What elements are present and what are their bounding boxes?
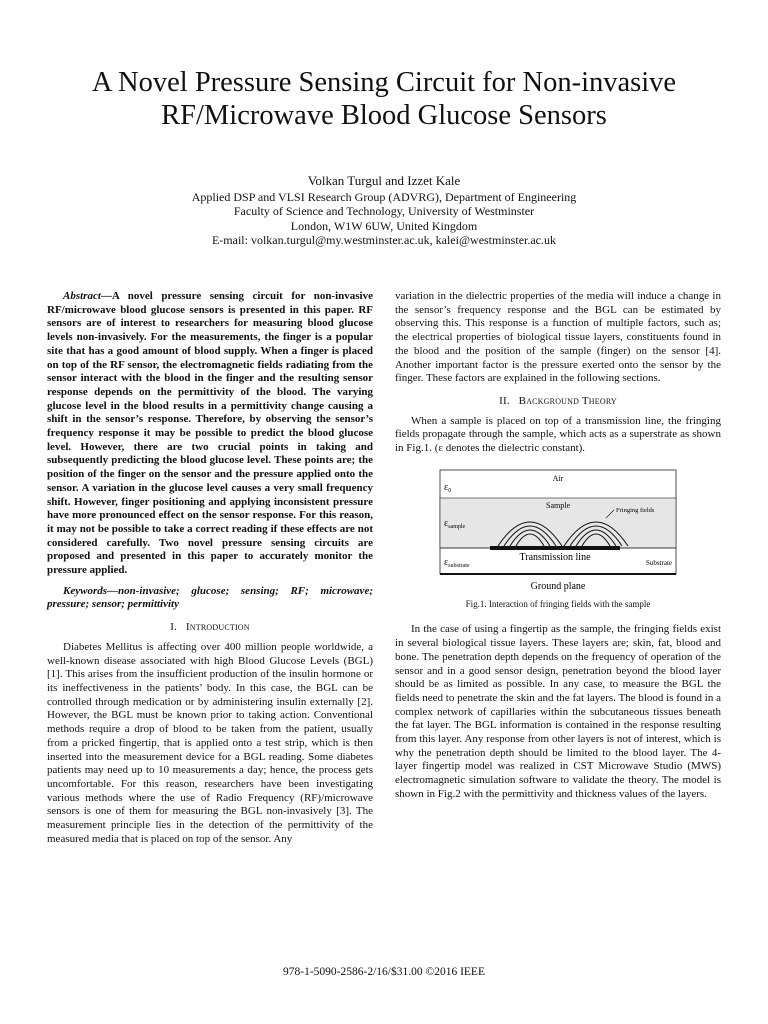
author-email: E-mail: volkan.turgul@my.westminster.ac.uk, kalei@westminster.ac.uk (211, 232, 557, 247)
left-column (47, 290, 373, 846)
sample-label: Sample (546, 500, 570, 510)
abstract-text: A novel pressure sensing circuit for non-invasive RF/microwave blood glucose sensors is presented in this paper. RF sensors are of interest to researchers for measuring blood glucose levels non-invasively. For the measurements, the finger is a popular site that has a good amount of blood supply. When a finger is placed on top of the RF sensor, the electromagnetic fields radiating from the sensor interact with the blood in the finger and the resulting sensor response depends on the permittivity of the blood. The varying glucose level in the blood results in a permittivity change causing a shift in the sensor’s response. Therefore, by observing the sensor’s frequency response it may be possible to predict the blood glucose level. However, there are two crucial points in taking and subsequently predicting the blood glucose level. These points are; the position of the finger on the sensor and the pressure applied onto the sensor. A variation in the glucose level causes a very small frequency shift. However, finger positioning and applying inconsistent pressure have more pronounced effect on the sensor response. For this reason, it may not be possible to take a correct reading if these effects are not considered carefully. Two novel pressure sensing circuits are proposed and presented in this paper to accurately monitor the pressure applied. (47, 290, 373, 577)
transmission-line-label: Transmission line (519, 551, 591, 563)
fringing-fields-label: Fringing fields (616, 506, 655, 514)
section-number: II. (499, 394, 510, 407)
air-label: Air (552, 473, 564, 483)
abstract-dash: — (100, 290, 112, 302)
title-line-2: RF/Microwave Blood Glucose Sensors (161, 100, 607, 131)
keywords-label: Keywords (63, 584, 107, 597)
substrate-label: Substrate (645, 558, 672, 567)
figure-1 (395, 468, 721, 594)
title-line-1: A Novel Pressure Sensing Circuit for Non-invasive (91, 67, 677, 98)
intro-paragraph: Diabetes Mellitus is affecting over 400 million people worldwide, a well-known disease associated with high Blood Glucose Levels (BGL) [1]. This arises from the insufficient production of the insulin hormone or its ineffectiveness in the patients’ body. In this case, the BGL can be controlled through medication or by administering insulin externally [2]. However, the BGL must be known prior to taking action. Conventional methods require a drop of blood to be taken from the patient, usually from a pricked fingertip, that is applied onto a test strip, which is then inserted into the measurement device for a BGL reading. Some diabetes patients may need up to 10 measurements a day; hence, the process gets uncomfortable. For this reason, researchers have been investigating various methods where the use of Radio Frequency (RF)/microwave sensors is one of them for measuring the BGL non-invasively [3]. The measurement principle lies in the detection of the permittivity of the measured media that is placed on top of the sensor. Any (47, 640, 373, 845)
background-paragraph-1: When a sample is placed on top of a transmission line, the fringing fields propagate through the sample, which acts as a superstrate as shown in Fig.1. (ε denotes the dielectric constant). (395, 414, 721, 455)
affiliation-line-2: Faculty of Science and Technology, University of Westminster (233, 204, 535, 219)
figure-1-caption: Fig.1. Interaction of fringing fields with the sample (465, 598, 651, 609)
fringing-field-diagram (438, 468, 678, 594)
section-title: Introduction (185, 621, 250, 634)
section-number: I. (170, 621, 178, 634)
keywords-dash: — (107, 584, 118, 597)
keywords-text: non-invasive; glucose; sensing; RF; microwave; pressure; sensor; permittivity (47, 584, 373, 611)
section-heading-introduction (47, 621, 373, 635)
abstract (47, 290, 373, 578)
keywords (47, 585, 373, 612)
author-address: London, W1W 6UW, United Kingdom (290, 218, 478, 233)
epsilon-substrate-label: $\varepsilon_{substrate}$ (444, 556, 470, 569)
affiliation-line-1: Applied DSP and VLSI Research Group (ADVRG), Department of Engineering (191, 190, 577, 205)
transmission-line-strip (490, 546, 620, 550)
author-block (40, 174, 728, 247)
background-paragraph-2: In the case of using a fingertip as the sample, the fringing fields exist in several biological tissue layers. These layers are; skin, fat, blood and bone. The penetration depth depends on the frequency of operation of the sensor and in a good sensor design, penetration beyond the blood layer should be as limited as possible. In any case, to measure the BGL the fields need to penetrate the skin and the fat layers. The blood is found in a complex network of capillaries within the subcutaneous tissues beneath the fat layer. The BGL information is contained in the response resulting from this layer. Any response from other layers is not of interest, which is why the penetration depth should be limited to the blood layer. The 4-layer fingertip model was realized in CST Microwave Studio (MWS) electromagnetic simulation software to validate the theory. The model is shown in Fig.2 with the permittivity and thickness values of the layers. (395, 623, 721, 800)
epsilon-sample-label: $\varepsilon_{sample}$ (444, 517, 466, 530)
author-names: Volkan Turgul and Izzet Kale (307, 173, 461, 188)
paper-title (40, 66, 728, 132)
epsilon-zero-label: $\varepsilon_0$ (444, 481, 452, 494)
right-column (395, 290, 721, 802)
section-title: Background Theory (518, 394, 617, 407)
continued-paragraph: variation in the dielectric properties of the media will induce a change in the sensor’s frequency response and the BGL can be estimated by observing this. This response is a function of multiple factors, such as; the electrical properties of biological tissue layers, constituents found in the blood and the position of the sample (finger) on the sensor [4]. Another important factor is the pressure exerted onto the sensor by the finger. These factors are explained in the following sections. (395, 290, 721, 385)
ground-plane-label: Ground plane (530, 580, 586, 592)
section-heading-background (395, 395, 721, 409)
abstract-label: Abstract (63, 290, 101, 302)
copyright-footer: 978-1-5090-2586-2/16/$31.00 ©2016 IEEE (283, 966, 485, 978)
